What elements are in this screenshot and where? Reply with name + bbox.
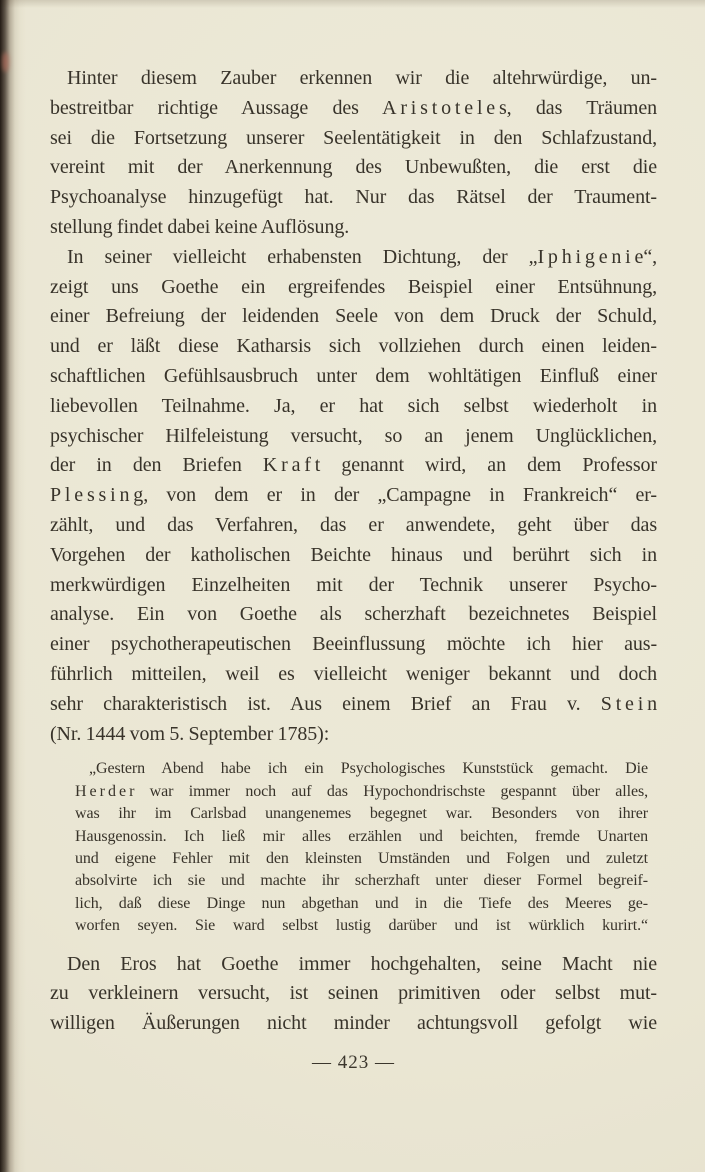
text-line: sei die Fortsetzung unserer Seelentätigkeit in den Schlafzustand,: [50, 126, 657, 149]
text-line: vereint mit der Anerkennung des Unbewußten, die erst die: [50, 156, 657, 179]
text-line: willigen Äußerungen nicht minder achtungsvoll gefolgt wie: [50, 1012, 657, 1035]
text-line: und eigene Fehler mit den kleinsten Umständen und Folgen und zuletzt: [75, 849, 648, 867]
text-line: schaftlichen Gefühlsausbruch unter dem wohltätigen Einfluß einer: [50, 364, 657, 387]
text-line: Vorgehen der katholischen Beichte hinaus und berührt sich in: [50, 543, 657, 566]
text-line: liebevollen Teilnahme. Ja, er hat sich selbst wiederholt in: [50, 394, 657, 417]
text-line: merkwürdigen Einzelheiten mit der Technik unserer Psycho-: [50, 573, 657, 596]
text-line: lich, daß diese Dinge nun abgethan und in die Tiefe des Meeres ge-: [75, 894, 648, 912]
page-number: — 423 —: [312, 1051, 395, 1073]
text-line: Psychoanalyse hinzugefügt hat. Nur das Rätsel der Traument-: [50, 186, 657, 209]
text-line: einer psychotherapeutischen Beeinflussung möchte ich hier aus-: [50, 633, 657, 656]
text-line: was ihr im Carlsbad unangenemes begegnet war. Besonders von ihrer: [75, 805, 648, 823]
text-line: Hinter diesem Zauber erkennen wir die altehrwürdige, un-: [67, 67, 657, 89]
text-line: führlich mitteilen, weil es vielleicht weniger bekannt und doch: [50, 662, 657, 685]
text-line: Den Eros hat Goethe immer hochgehalten, seine Macht nie: [67, 952, 657, 975]
text-line: stellung findet dabei keine Auflösung.: [50, 215, 350, 238]
text-line: zählt, und das Verfahren, das er anwendete, geht über das: [50, 513, 657, 536]
quote-block: [75, 758, 648, 937]
text-line: In seiner vielleicht erhabensten Dichtung, der „I p h i g e n i e“,: [67, 245, 657, 268]
paragraph: [50, 243, 657, 750]
text-line: bestreitbar richtige Aussage des A r i s t o t e l e s, das Träumen: [50, 96, 657, 119]
text-line: zeigt uns Goethe ein ergreifendes Beispiel einer Entsühnung,: [50, 275, 657, 298]
text-line: (Nr. 1444 vom 5. September 1785):: [50, 722, 330, 745]
text-line: der in den Briefen K r a f t genannt wird, an dem Professor: [50, 454, 657, 477]
text-line: H e r d e r war immer noch auf das Hypochondrischste gespannt über alles,: [75, 782, 648, 800]
text-line: „Gestern Abend habe ich ein Psychologisches Kunststück gemacht. Die: [89, 760, 648, 778]
text-line: absolvirte ich sie und machte ihr scherzhaft unter dieser Formel begreif-: [75, 872, 648, 890]
text-line: psychischer Hilfeleistung versucht, so an jenem Unglücklichen,: [50, 424, 657, 447]
text-line: Hausgenossin. Ich ließ mir alles erzählen und beichten, fremde Unarten: [75, 827, 648, 845]
paragraph: [50, 950, 657, 1039]
paragraph: [50, 64, 657, 243]
text-line: analyse. Ein von Goethe als scherzhaft bezeichnetes Beispiel: [50, 603, 657, 626]
page-text: [50, 64, 657, 1039]
text-line: P l e s s i n g, von dem er in der „Campagne in Frankreich“ er-: [50, 484, 657, 507]
text-line: zu verkleinern versucht, ist seinen primitiven oder selbst mut-: [50, 982, 657, 1005]
text-line: und er läßt diese Katharsis sich vollziehen durch einen leiden-: [50, 335, 657, 358]
text-line: worfen seyen. Sie ward selbst lustig darüber und ist würklich kurirt.“: [75, 917, 648, 935]
text-line: sehr charakteristisch ist. Aus einem Brief an Frau v. S t e i n: [50, 692, 657, 715]
text-line: einer Befreiung der leidenden Seele von dem Druck der Schuld,: [50, 305, 657, 328]
